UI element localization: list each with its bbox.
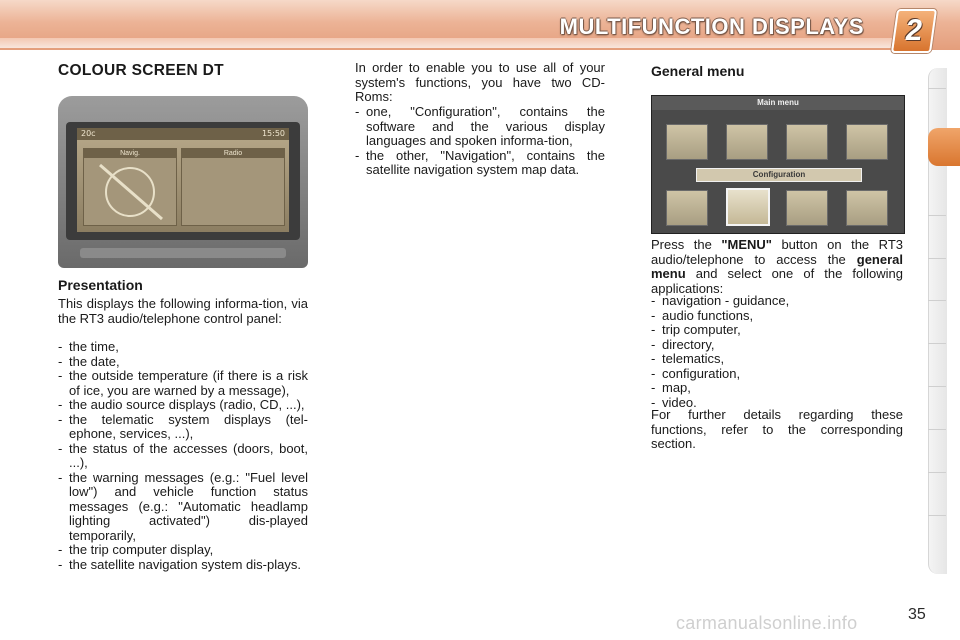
list-item: - the warning messages (e.g.: "Fuel level low") and vehicle function status messages (e.g.: "Automatic headlamp lighting activated") dis-played temporarily, xyxy=(58,471,308,544)
presentation-intro: This displays the following informa-tion, via the RT3 audio/telephone control panel: xyxy=(58,296,308,326)
map-panel-title: Navig. xyxy=(84,149,176,158)
list-item: - trip computer, xyxy=(651,323,903,338)
tab-divider xyxy=(928,258,946,259)
further-details-note: For further details regarding these functions, refer to the corresponding section. xyxy=(651,407,903,451)
tab-divider xyxy=(928,343,946,344)
map-roads-graphic xyxy=(84,159,176,225)
list-item: - the satellite navigation system dis-plays. xyxy=(58,558,308,573)
presentation-heading: Presentation xyxy=(58,277,143,293)
screen-temperature: 20c xyxy=(81,129,96,138)
page-number: 35 xyxy=(908,606,926,623)
main-menu-title: Main menu xyxy=(652,96,904,110)
tab-divider xyxy=(928,386,946,387)
tab-divider xyxy=(928,215,946,216)
list-item: - navigation - guidance, xyxy=(651,294,903,309)
screen-bottom-trim xyxy=(80,248,286,258)
watermark: carmanualsonline.info xyxy=(676,613,858,633)
map-icon xyxy=(786,190,828,226)
navigation-icon xyxy=(666,124,708,160)
general-menu-term: general menu xyxy=(651,251,903,281)
instruction-text: button on the RT3 audio/telephone to access the xyxy=(651,237,903,267)
cdrom-intro: In order to enable you to use all of your system's functions, you have two CD-Roms: xyxy=(355,60,605,104)
screen-display xyxy=(77,128,289,232)
directory-icon xyxy=(846,124,888,160)
screen-map-panel xyxy=(83,148,177,226)
list-item: - the other, "Navigation", contains the satellite navigation system map data. xyxy=(355,149,605,178)
list-item: - video. xyxy=(651,396,903,411)
cdrom-list xyxy=(355,105,605,178)
list-item: - the trip computer display, xyxy=(58,543,308,558)
list-item: - the date, xyxy=(58,355,308,370)
general-menu-instruction xyxy=(651,238,903,296)
tab-divider xyxy=(928,515,946,516)
audio-icon xyxy=(726,124,768,160)
list-item: - configuration, xyxy=(651,367,903,382)
tab-divider xyxy=(928,472,946,473)
presentation-list xyxy=(58,340,308,572)
tab-divider xyxy=(928,300,946,301)
main-menu-screenshot xyxy=(651,95,905,234)
page-title: MULTIFUNCTION DISPLAYS xyxy=(559,14,864,39)
list-item: - audio functions, xyxy=(651,309,903,324)
chapter-tab-active[interactable] xyxy=(928,128,960,166)
list-item: - telematics, xyxy=(651,352,903,367)
instruction-text: Press the xyxy=(651,237,722,252)
tab-divider xyxy=(928,429,946,430)
tab-divider xyxy=(928,88,946,89)
list-item: - directory, xyxy=(651,338,903,353)
menu-button-name: "MENU" xyxy=(721,237,772,252)
colour-screen-photo xyxy=(58,96,308,268)
section-title: COLOUR SCREEN DT xyxy=(58,62,224,79)
list-item: - map, xyxy=(651,381,903,396)
list-item: - one, "Configuration", contains the software and the various display languages and spoken informa-tion, xyxy=(355,105,605,149)
list-item: - the outside temperature (if there is a risk of ice, you are warned by a message), xyxy=(58,369,308,398)
chapter-badge: 2 xyxy=(891,9,937,53)
list-item: - the telematic system displays (tel-ephone, services, ...), xyxy=(58,413,308,442)
screen-radio-panel xyxy=(181,148,285,226)
applications-list xyxy=(651,294,903,410)
page-header xyxy=(0,0,960,50)
general-menu-heading: General menu xyxy=(651,63,745,79)
selected-menu-label: Configuration xyxy=(696,168,862,182)
instruction-text: and select one of the following applications: xyxy=(651,266,903,296)
list-item: - the status of the accesses (doors, boot, ...), xyxy=(58,442,308,471)
radio-panel-title: Radio xyxy=(182,149,284,158)
screen-status-bar xyxy=(77,128,289,140)
configuration-icon xyxy=(726,188,770,226)
list-item: - the time, xyxy=(58,340,308,355)
screen-clock: 15:50 xyxy=(261,129,285,138)
telematics-icon xyxy=(666,190,708,226)
trip-computer-icon xyxy=(786,124,828,160)
video-icon xyxy=(846,190,888,226)
list-item: - the audio source displays (radio, CD, ...), xyxy=(58,398,308,413)
